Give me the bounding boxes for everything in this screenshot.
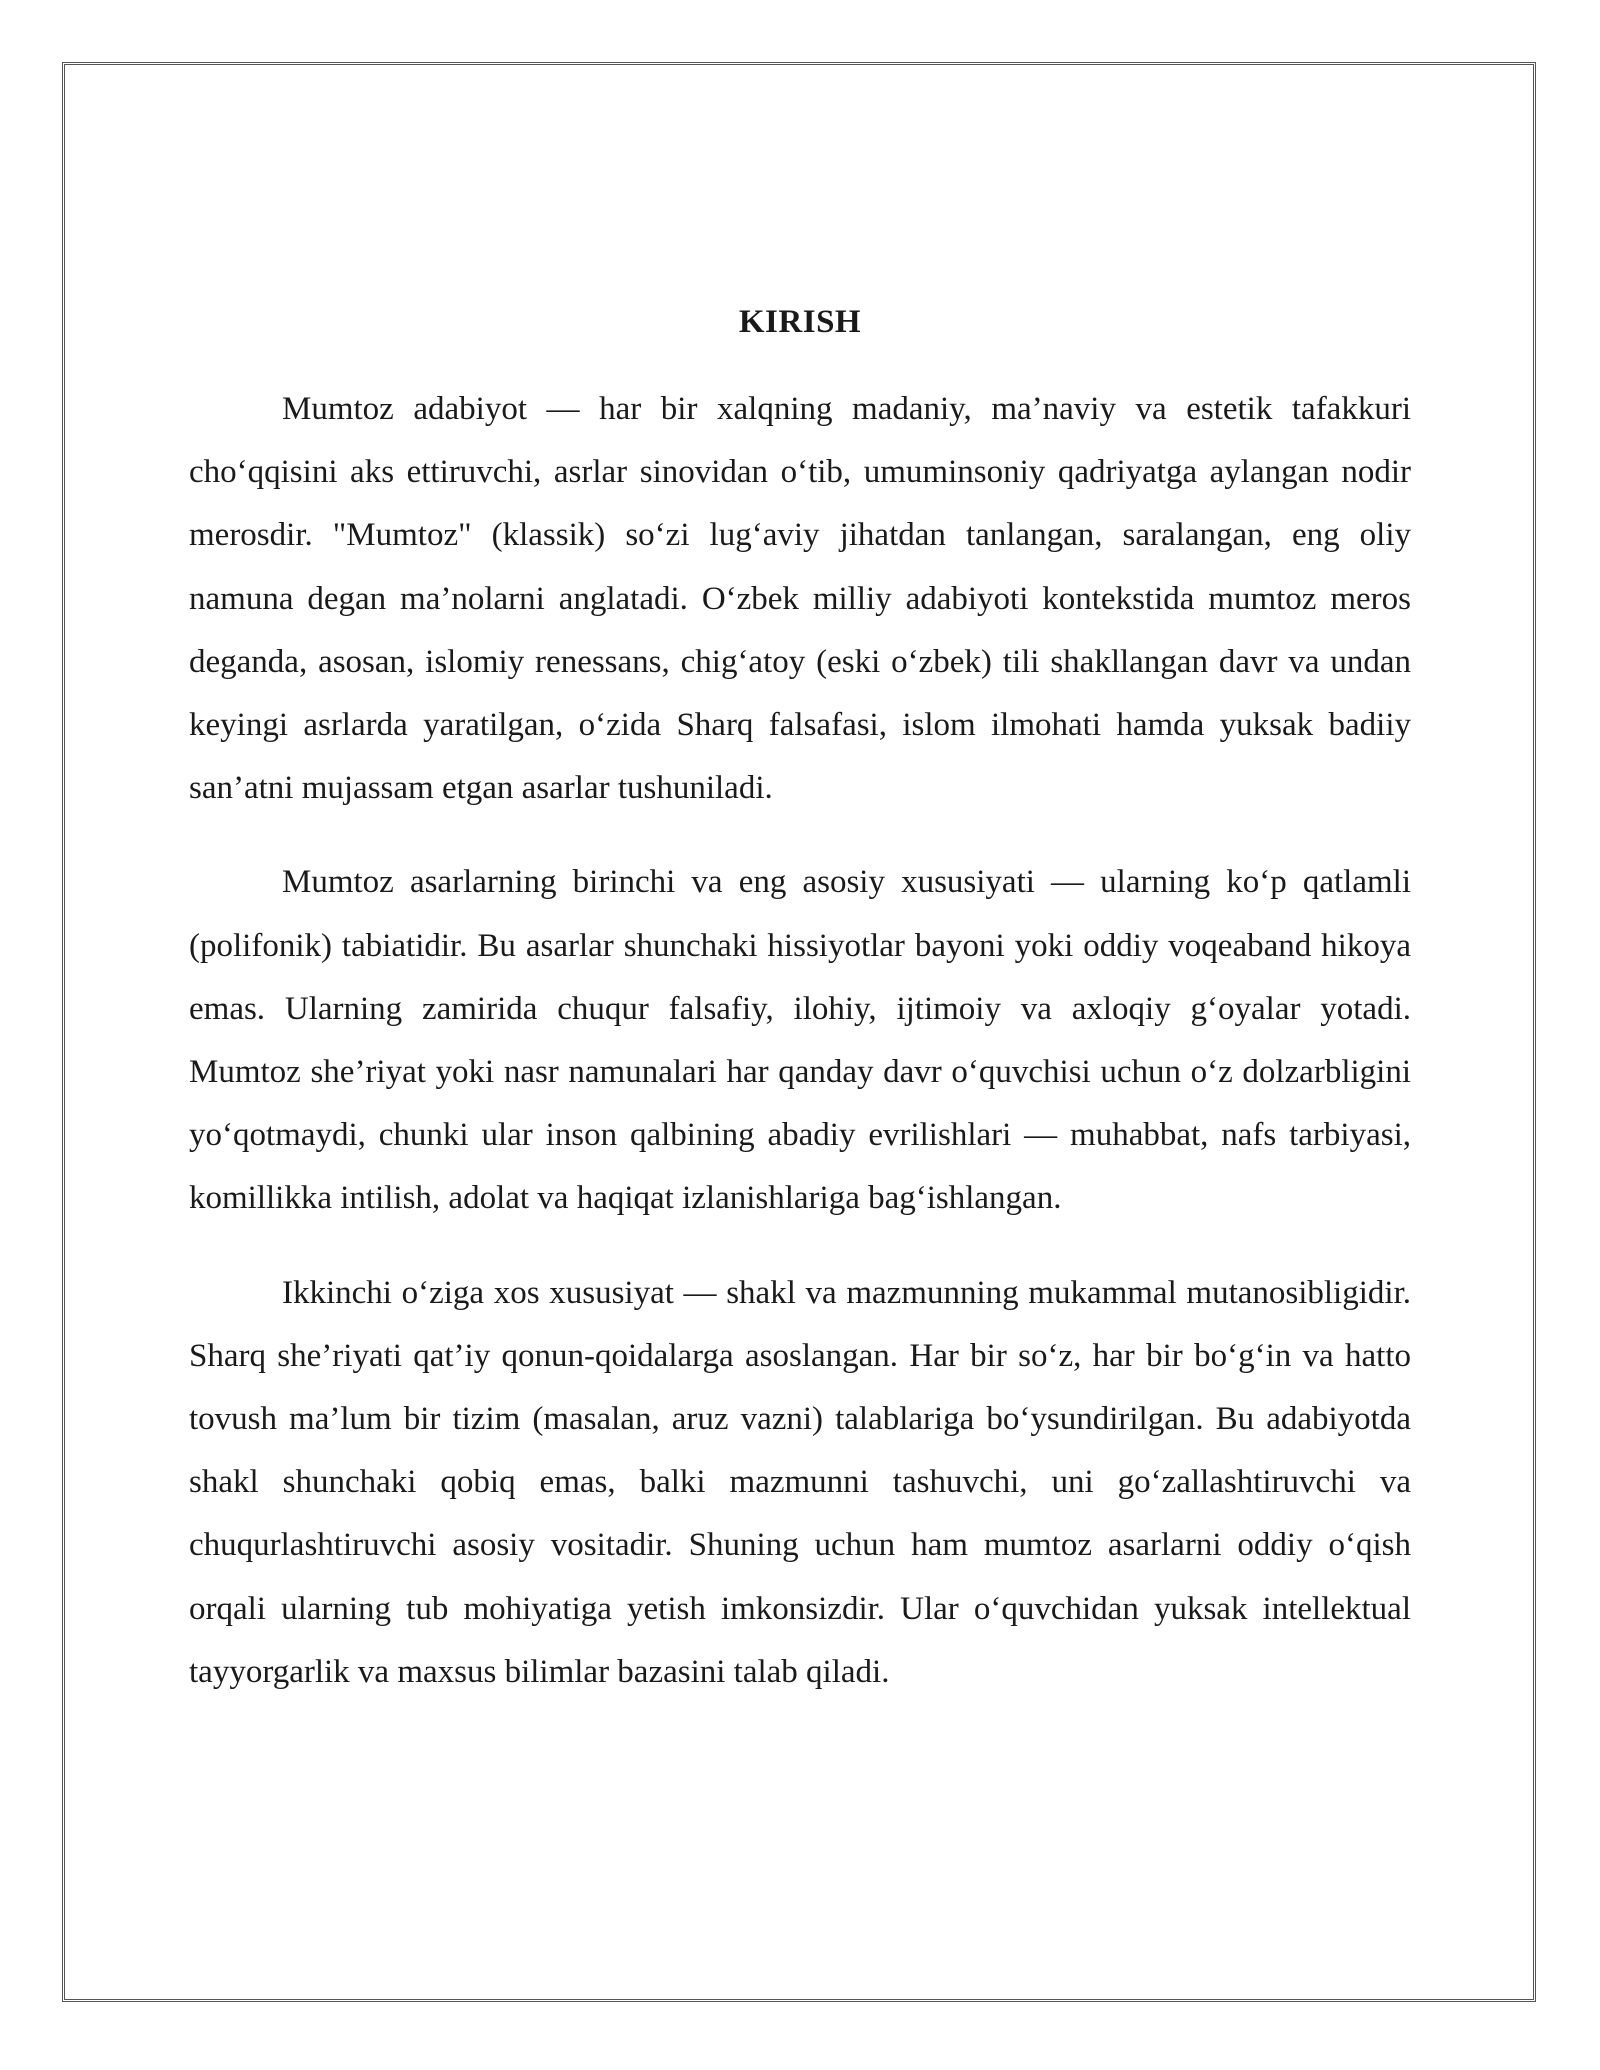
paragraph-3: Ikkinchi o‘ziga xos xususiyat — shakl va mazmunning mukammal mutanosibligidir. Sharq she’riyati qat’iy qonun-qoidalarga asoslangan. Har bir so‘z, har bir bo‘g‘in va hatto tovush ma’lum bir tizim (masalan, aruz vazni) talablariga bo‘ysundirilgan. Bu adabiyotda shakl shunchaki qobiq emas, balki mazmunni tashuvchi, uni go‘zallashtiruvchi va chuqurlashtiruvchi asosiy vositadir. Shuning uchun ham mumtoz asarlarni oddiy o‘qish orqali ularning tub mohiyatiga yetish imkonsizdir. Ular o‘quvchidan yuksak intellektual tayyorgarlik va maxsus bilimlar bazasini talab qiladi. [189, 1274, 1411, 1690]
page-title: KIRISH [738, 304, 862, 340]
document-body [189, 296, 1411, 1735]
paragraph-1: Mumtoz adabiyot — har bir xalqning madaniy, ma’naviy va estetik tafakkuri cho‘qqisini aks ettiruvchi, asrlar sinovidan o‘tib, umuminsoniy qadriyatga aylangan nodir merosdir. "Mumtoz" (klassik) so‘zi lug‘aviy jihatdan tanlangan, saralangan, eng oliy namuna degan ma’nolarni anglatadi. O‘zbek milliy adabiyoti kontekstida mumtoz meros deganda, asosan, islomiy renessans, chig‘atoy (eski o‘zbek) tili shakllangan davr va undan keyingi asrlarda yaratilgan, o‘zida Sharq falsafasi, islom ilmohati hamda yuksak badiiy san’atni mujassam etgan asarlar tushuniladi. [189, 391, 1411, 807]
paragraph-2: Mumtoz asarlarning birinchi va eng asosiy xususiyati — ularning ko‘p qatlamli (polifonik) tabiatidir. Bu asarlar shunchaki hissiyotlar bayoni yoki oddiy voqeaband hikoya emas. Ularning zamirida chuqur falsafiy, ilohiy, ijtimoiy va axloqiy g‘oyalar yotadi. Mumtoz she’riyat yoki nasr namunalari har qanday davr o‘quvchisi uchun o‘z dolzarbligini yo‘qotmaydi, chunki ular inson qalbining abadiy evrilishlari — muhabbat, nafs tarbiyasi, komillikka intilish, adolat va haqiqat izlanishlariga bag‘ishlangan. [189, 864, 1411, 1217]
